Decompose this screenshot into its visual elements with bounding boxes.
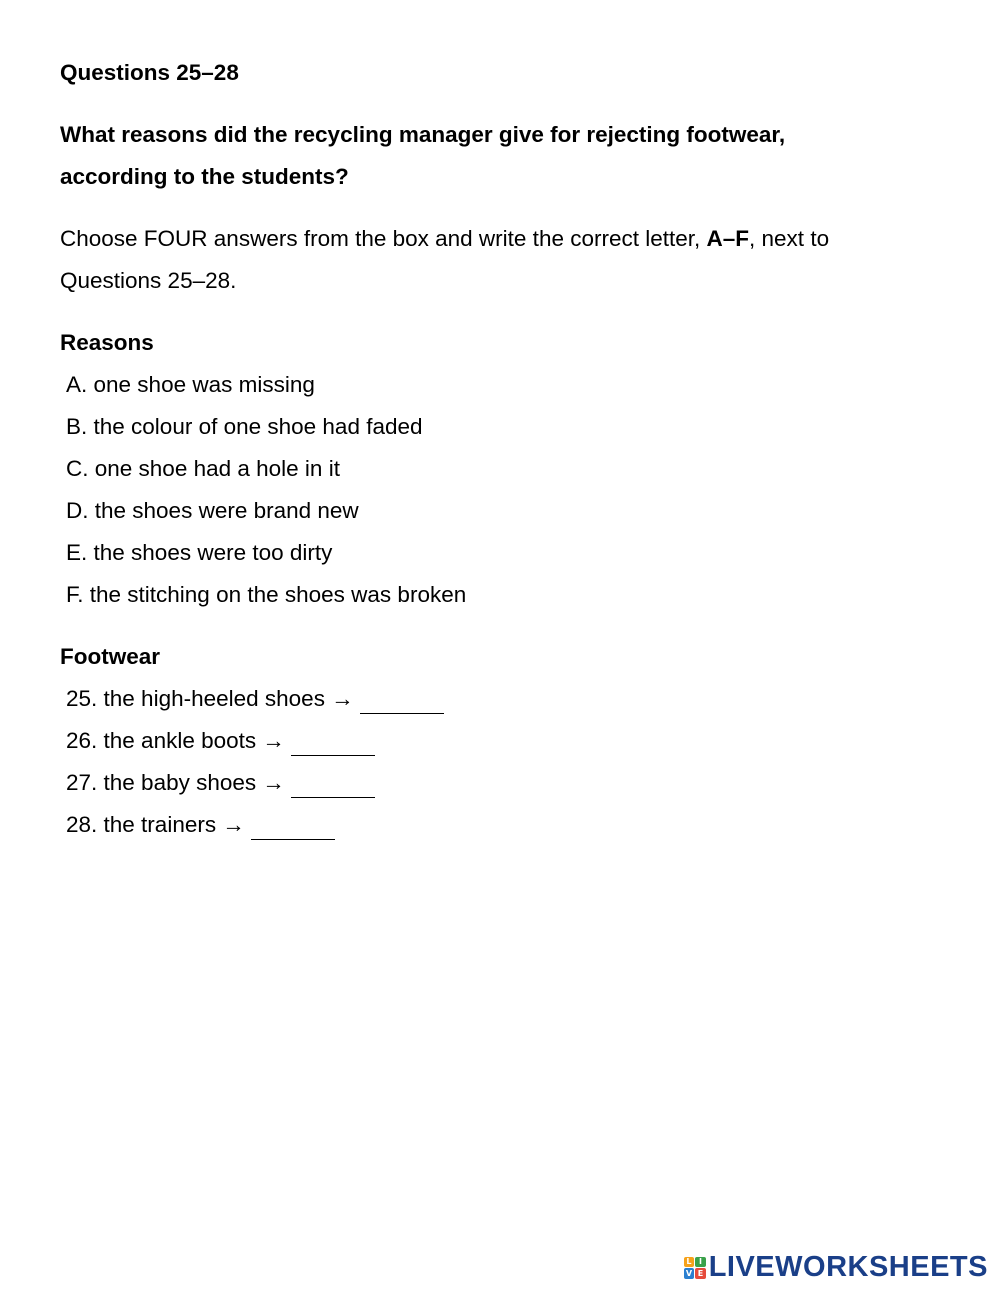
footwear-label-26: 26. the ankle boots → [66, 728, 285, 753]
reason-option-b: B. the colour of one shoe had faded [66, 414, 423, 439]
instructions-prefix: Choose FOUR answers from the box and write the correct letter, [60, 226, 707, 251]
footwear-item-28 [60, 804, 940, 846]
question-block [60, 114, 940, 198]
reason-option-c: C. one shoe had a hole in it [66, 456, 340, 481]
footwear-list [60, 636, 940, 846]
instructions-block [60, 218, 940, 302]
instructions-letter-range: A–F [706, 226, 750, 251]
logo-wordmark: LIVEWORKSHEETS [708, 1251, 988, 1283]
question-line-2: according to the students? [60, 164, 349, 189]
question-line-1: What reasons did the recycling manager give for rejecting footwear, [60, 122, 786, 147]
footwear-heading: Footwear [60, 644, 161, 669]
instructions-line-2: Questions 25–28. [60, 268, 237, 293]
logo-mark-l: L [684, 1257, 695, 1268]
reason-option-e: E. the shoes were too dirty [66, 540, 333, 565]
reasons-heading: Reasons [60, 330, 154, 355]
instructions-suffix: , next to [749, 226, 830, 251]
reasons-box [60, 322, 940, 616]
answer-input-25[interactable] [360, 691, 444, 714]
worksheet-page [60, 52, 940, 846]
logo-mark-i: I [695, 1257, 706, 1268]
footwear-item-27 [60, 762, 940, 804]
footwear-item-26 [60, 720, 940, 762]
answer-input-26[interactable] [291, 733, 375, 756]
reason-option-d: D. the shoes were brand new [66, 498, 359, 523]
footwear-item-25 [60, 678, 940, 720]
logo-mark-v: V [684, 1268, 695, 1279]
reason-option-a: A. one shoe was missing [66, 372, 315, 397]
reason-option-f: F. the stitching on the shoes was broken [66, 582, 467, 607]
liveworksheets-logo-icon [684, 1257, 706, 1279]
liveworksheets-logo [684, 1251, 988, 1284]
section-title: Questions 25–28 [60, 60, 239, 85]
footwear-label-28: 28. the trainers → [66, 812, 245, 837]
answer-input-28[interactable] [251, 817, 335, 840]
instructions-line-1 [60, 218, 940, 260]
footwear-label-25: 25. the high-heeled shoes → [66, 686, 354, 711]
answer-input-27[interactable] [291, 775, 375, 798]
logo-mark-e: E [695, 1268, 706, 1279]
footwear-label-27: 27. the baby shoes → [66, 770, 285, 795]
